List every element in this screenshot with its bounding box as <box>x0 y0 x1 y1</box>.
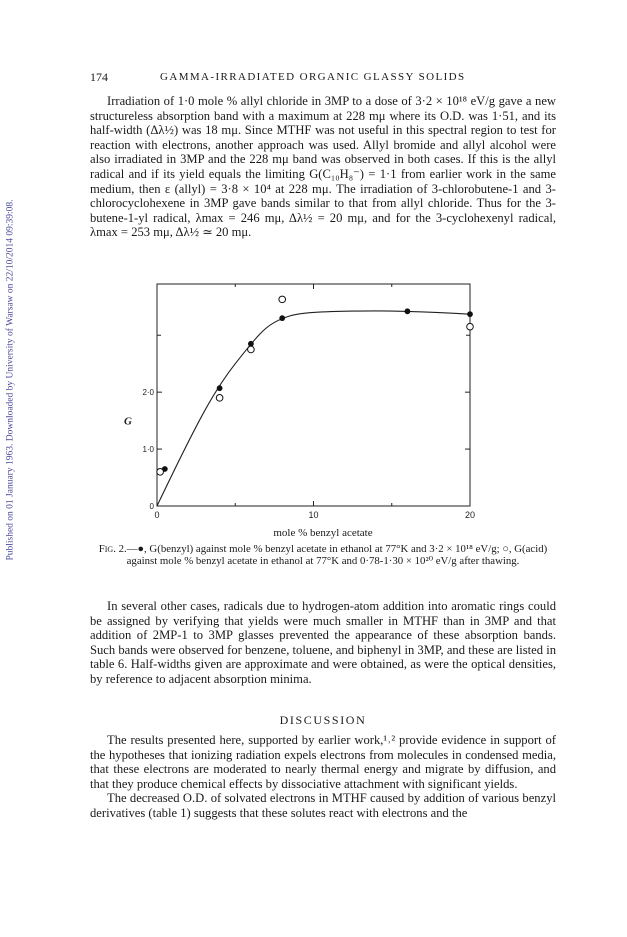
data-point-filled <box>249 341 254 346</box>
running-title: GAMMA-IRRADIATED ORGANIC GLASSY SOLIDS <box>160 71 466 83</box>
paragraph: The results presented here, supported by earlier work,¹˒² provide evidence in support of the hypotheses that ionizing radiation expels electrons from molecules in condensed media, that these electrons are moderated to nearly thermal energy and migrate by diffusion, and that they produce chemical effects by dissociative attachment with significant yields. <box>90 733 556 791</box>
data-point-open <box>279 296 286 303</box>
data-point-filled <box>468 312 473 317</box>
page-header <box>90 70 556 86</box>
data-point-open <box>157 469 164 476</box>
section-heading: DISCUSSION <box>279 713 367 727</box>
side-note-text: Published on 01 January 1963. Downloaded by University of Warsaw on 22/10/2014 09:39:08. <box>6 199 16 561</box>
data-point-open <box>216 395 223 402</box>
body-text-mid <box>90 599 556 687</box>
y-tick-label: 0 <box>149 502 154 511</box>
data-point-filled <box>217 386 222 391</box>
y-tick-label: 1·0 <box>142 445 154 455</box>
figure-2 <box>120 276 490 536</box>
x-axis-label: mole % benzyl acetate <box>273 527 373 539</box>
chart-svg <box>120 276 490 536</box>
plot-frame <box>157 284 470 506</box>
figure-caption <box>90 543 556 568</box>
body-text-bottom <box>90 733 556 821</box>
x-tick-label: 0 <box>154 510 160 520</box>
fitted-curve <box>157 311 470 506</box>
x-tick-label: 20 <box>464 510 476 520</box>
data-point-filled <box>405 309 410 314</box>
paragraph: The decreased O.D. of solvated electrons in MTHF caused by addition of various benzyl derivatives (table 1) suggests that these solutes react with electrons and the <box>90 791 556 820</box>
paragraph: In several other cases, radicals due to hydrogen-atom addition into aromatic rings could be assigned by verifying that yields were much smaller in MTHF than in 3MP and that addition of 2MP-1 to 3MP glasses prevented the appearance of these absorption bands. Such bands were observed for benzene, toluene, and biphenyl in 3MP, and these are listed in table 6. Half-widths given are approximate and were obtained, as were the optical densities, by reference to adjacent absorption minima. <box>90 599 556 686</box>
data-point-filled <box>280 316 285 321</box>
data-point-open <box>248 346 255 353</box>
x-tick-label: 10 <box>308 510 319 520</box>
y-tick-label: 2·0 <box>142 388 154 398</box>
data-point-open <box>467 323 474 330</box>
paragraph: Irradiation of 1·0 mole % allyl chloride in 3MP to a dose of 3·2 × 10¹⁸ eV/g gave a new structureless absorption band with a maximum at 228 mμ where its O.D. was 1·51, and its half-width (Δλ½) was 18 mμ. Since MTHF was not useful in this spectral region to test for reaction with electrons, another approach was used. Allyl bromide and allyl alcohol were also irradiated in 3MP and the 228 mμ band was observed in both cases. If this is the allyl radical and if its yield equals the limiting G(C₁₀H₈⁻) = 1·1 from earlier work in the same medium, then ε (allyl) = 3·8 × 10⁴ at 228 mμ. The irradiation of 3-chlorobutene-1 and 3-chlorocyclohexene in 3MP gave bands similar to that from allyl chloride. Thus for the 3-butene-1-yl radical, λmax = 246 mμ, Δλ½ = 20 mμ, and for the 3-cyclohexenyl radical, λmax = 253 mμ, Δλ½ ≃ 20 mμ. <box>90 94 556 240</box>
publication-side-note <box>0 150 22 610</box>
caption-label: Fig. 2.—●, <box>98 543 147 555</box>
page-number: 174 <box>90 70 108 84</box>
y-axis-label: G <box>124 415 132 428</box>
body-text-top <box>90 94 556 240</box>
caption-text: G(benzyl) against mole % benzyl acetate in ethanol at 77°K and 3·2 × 10¹⁸ eV/g; ○, G(acid) against mole % benzyl acetate in ethanol at 77°K and 0·78-1·30 × 10²⁰ eV/g after thawing. <box>126 543 548 568</box>
